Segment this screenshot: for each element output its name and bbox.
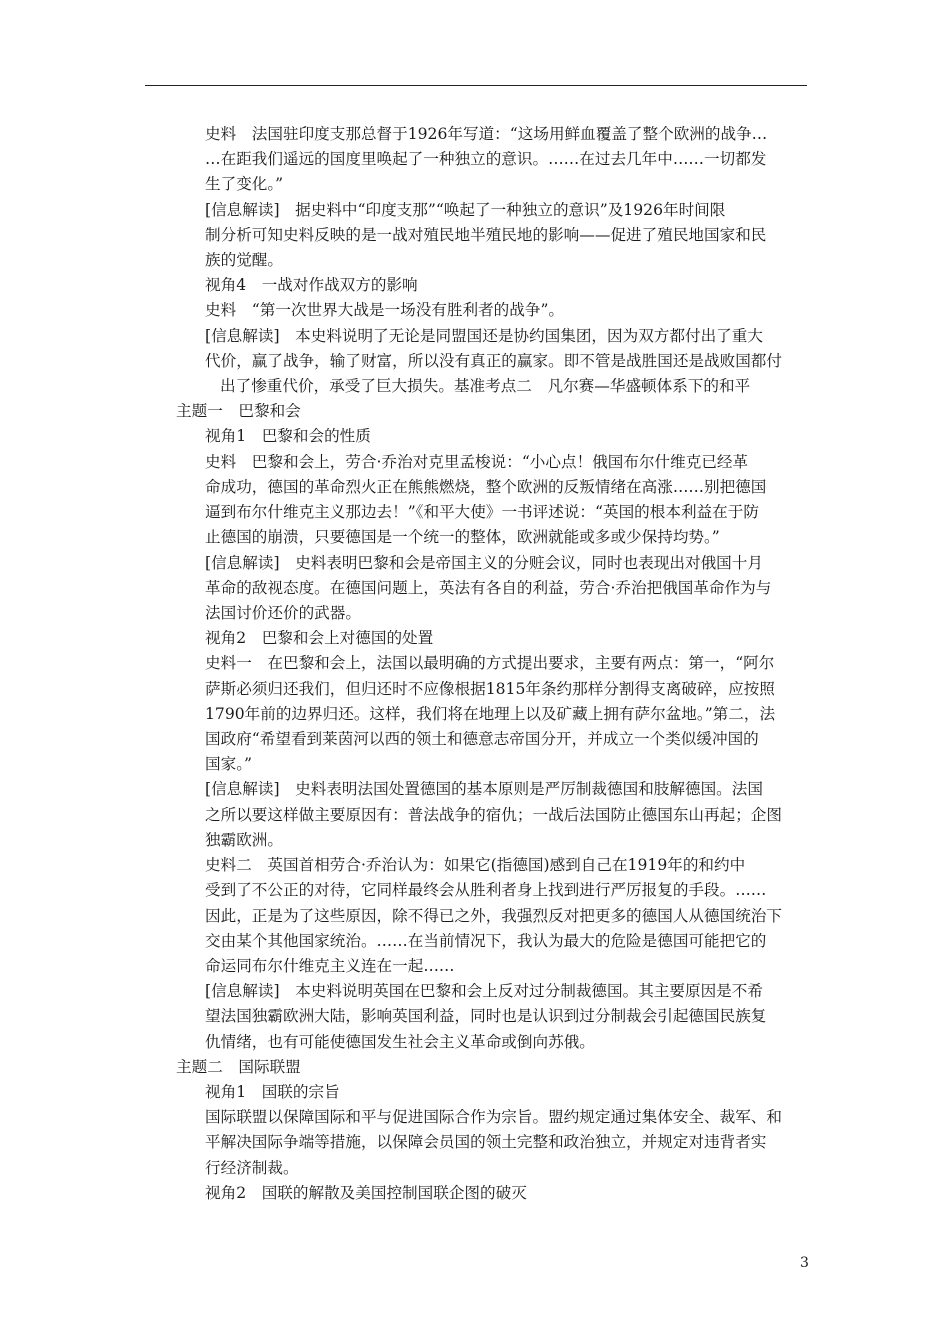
- text-line: 史料 “第一次世界大战是一场没有胜利者的战争”。: [205, 301, 565, 319]
- text-line: 史料一 在巴黎和会上，法国以最明确的方式提出要求，主要有两点：第一，“阿尔: [205, 654, 775, 672]
- text-line: [信息解读] 史料表明法国处置德国的基本原则是严厉制裁德国和肢解德国。法国: [205, 780, 763, 798]
- text-line: [信息解读] 据史料中“印度支那”“唤起了一种独立的意识”及1926年时间限: [205, 201, 726, 219]
- text-line: 革命的敌视态度。在德国问题上，英法有各自的利益，劳合·乔治把俄国革命作为与: [205, 579, 772, 597]
- section-heading: 视角4 一战对作战双方的影响: [205, 276, 418, 294]
- text-line: …在距我们遥远的国度里唤起了一种独立的意识。……在过去几年中……一切都发: [205, 150, 767, 168]
- text-line: 命成功，德国的革命烈火正在熊熊燃烧，整个欧洲的反叛情绪在高涨……别把德国: [205, 478, 767, 496]
- text-line: [信息解读] 本史料说明英国在巴黎和会上反对过分制裁德国。其主要原因是不希: [205, 982, 763, 1000]
- section-heading: 视角1 巴黎和会的性质: [205, 427, 371, 445]
- page-number: 3: [800, 1255, 809, 1271]
- section-heading: 视角1 国联的宗旨: [205, 1083, 340, 1101]
- topic-heading: 主题一 巴黎和会: [176, 402, 301, 420]
- text-line: 1790年前的边界归还。这样，我们将在地理上以及矿藏上拥有萨尔盆地。”第二，法: [205, 705, 776, 723]
- text-line: 国际联盟以保障国际和平与促进国际合作为宗旨。盟约规定通过集体安全、裁军、和: [205, 1108, 782, 1126]
- text-line: 止德国的崩溃，只要德国是一个统一的整体，欧洲就能或多或少保持均势。”: [205, 528, 720, 546]
- text-line: 独霸欧洲。: [205, 831, 283, 849]
- text-line: 出了惨重代价，承受了巨大损失。基准考点二 凡尔赛—华盛顿体系下的和平: [220, 377, 751, 395]
- text-line: 逼到布尔什维克主义那边去！”《和平大使》一书评述说：“英国的根本利益在于防: [205, 503, 759, 521]
- text-line: 族的觉醒。: [205, 251, 283, 269]
- text-line: 国政府“希望看到莱茵河以西的领土和德意志帝国分开，并成立一个类似缓冲国的: [205, 730, 759, 748]
- text-line: 平解决国际争端等措施，以保障会员国的领土完整和政治独立，并规定对违背者实: [205, 1133, 767, 1151]
- text-line: [信息解读] 本史料说明了无论是同盟国还是协约国集团，因为双方都付出了重大: [205, 327, 763, 345]
- text-line: 萨斯必须归还我们，但归还时不应像根据1815年条约那样分割得支离破碎，应按照: [205, 680, 775, 698]
- section-heading: 视角2 国联的解散及美国控制国联企图的破灭: [205, 1184, 527, 1202]
- text-line: 代价，赢了战争，输了财富，所以没有真正的赢家。即不管是战胜国还是战败国都付: [205, 352, 782, 370]
- text-line: 之所以要这样做主要原因有：普法战争的宿仇；一战后法国防止德国东山再起；企图: [205, 806, 782, 824]
- text-line: 命运同布尔什维克主义连在一起……: [205, 957, 455, 975]
- topic-heading: 主题二 国际联盟: [176, 1058, 301, 1076]
- text-line: 仇情绪，也有可能使德国发生社会主义革命或倒向苏俄。: [205, 1033, 595, 1051]
- text-line: 史料 法国驻印度支那总督于1926年写道：“这场用鲜血覆盖了整个欧洲的战争…: [205, 125, 768, 143]
- text-line: 行经济制裁。: [205, 1159, 299, 1177]
- text-line: 交由某个其他国家统治。……在当前情况下，我认为最大的危险是德国可能把它的: [205, 932, 767, 950]
- text-line: 受到了不公正的对待，它同样最终会从胜利者身上找到进行严厉报复的手段。……: [205, 881, 767, 899]
- text-line: 国家。”: [205, 755, 252, 773]
- text-line: 因此，正是为了这些原因，除不得已之外，我强烈反对把更多的德国人从德国统治下: [205, 907, 782, 925]
- text-line: 望法国独霸欧洲大陆，影响英国利益，同时也是认识到过分制裁会引起德国民族复: [205, 1007, 767, 1025]
- text-line: 史料 巴黎和会上，劳合·乔治对克里孟梭说：“小心点！俄国布尔什维克已经革: [205, 453, 749, 471]
- header-rule: [145, 85, 807, 86]
- text-line: 生了变化。”: [205, 175, 284, 193]
- text-line: 制分析可知史料反映的是一战对殖民地半殖民地的影响——促进了殖民地国家和民: [205, 226, 767, 244]
- text-line: 法国讨价还价的武器。: [205, 604, 361, 622]
- text-line: [信息解读] 史料表明巴黎和会是帝国主义的分赃会议，同时也表现出对俄国十月: [205, 554, 763, 572]
- text-line: 史料二 英国首相劳合·乔治认为：如果它(指德国)感到自己在1919年的和约中: [205, 856, 746, 874]
- section-heading: 视角2 巴黎和会上对德国的处置: [205, 629, 434, 647]
